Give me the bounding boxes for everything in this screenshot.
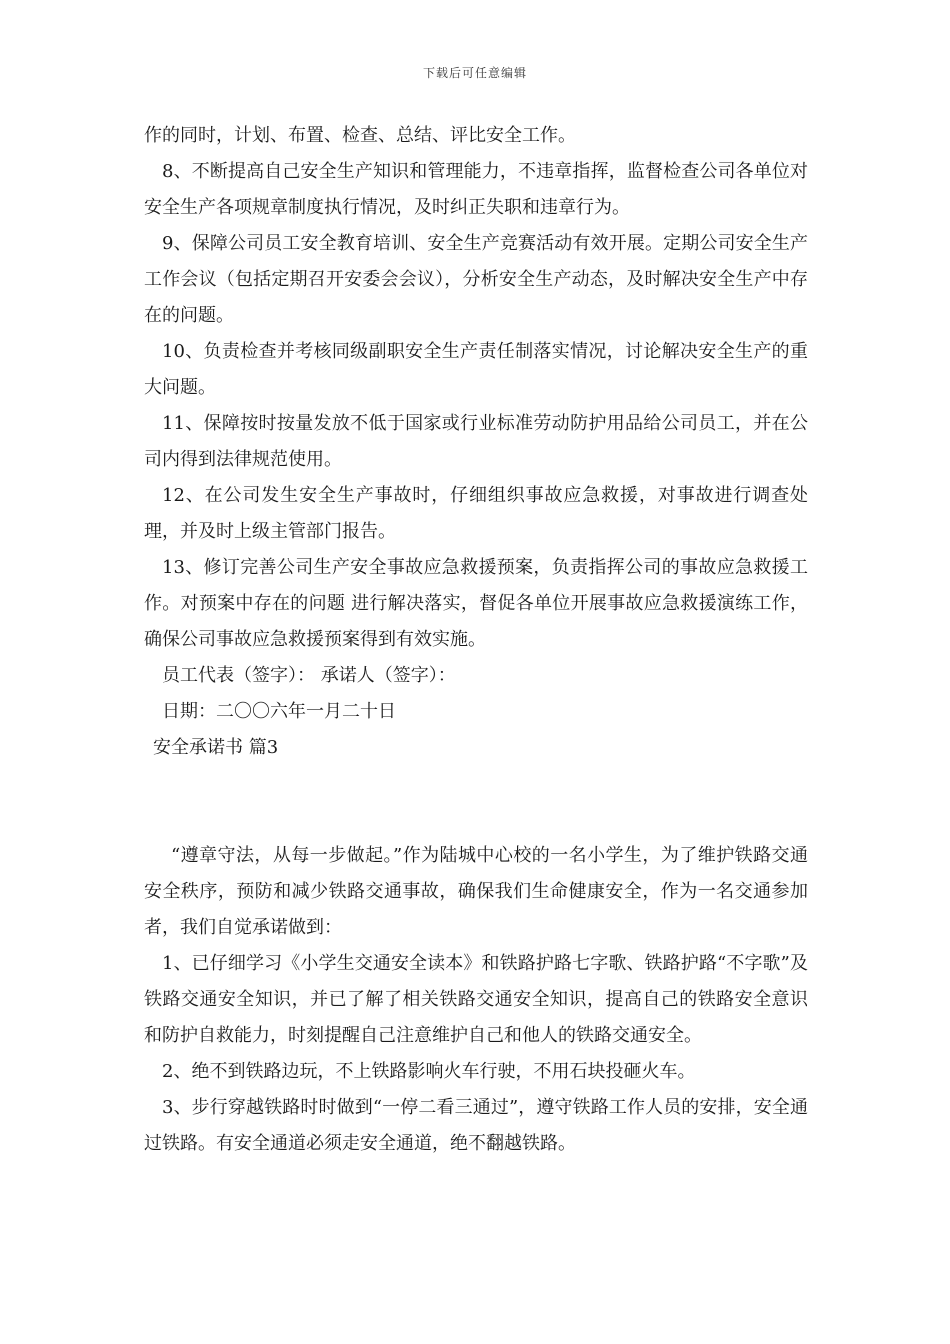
- section-spacer: [144, 766, 808, 838]
- date-line: 日期：二〇〇六年一月二十日: [162, 701, 396, 722]
- signature-line: 员工代表（签字）： 承诺人（签字）：: [162, 665, 456, 686]
- list-item: 8、不断提高自己安全生产知识和管理能力，不违章指挥，监督检查公司各单位对安全生产各项规章制度执行情况，及时纠正失职和违章行为。: [144, 161, 808, 218]
- list-item: 9、保障公司员工安全教育培训、安全生产竞赛活动有效开展。定期公司安全生产工作会议（包括定期召开安委会会议），分析安全生产动态，及时解决安全生产中存在的问题。: [144, 233, 808, 326]
- list-item: 12、在公司发生安全生产事故时，仔细组织事故应急救援，对事故进行调查处理，并及时上级主管部门报告。: [144, 485, 808, 542]
- list-item: 10、负责检查并考核同级副职安全生产责任制落实情况，讨论解决安全生产的重大问题。: [144, 341, 808, 398]
- intro-paragraph: “遵章守法，从每一步做起。”作为陆城中心校的一名小学生，为了维护铁路交通安全秩序，预防和减少铁路交通事故，确保我们生命健康安全，作为一名交通参加者，我们自觉承诺做到：: [144, 845, 808, 938]
- list-item: 3、步行穿越铁路时时做到“一停二看三通过”，遵守铁路工作人员的安排，安全通过铁路。有安全通道必须走安全通道，绝不翻越铁路。: [144, 1097, 808, 1154]
- list-item: 13、修订完善公司生产安全事故应急救援预案，负责指挥公司的事故应急救援工作。对预案中存在的问题 进行解决落实，督促各单位开展事故应急救援演练工作，确保公司事故应急救援预案得到有效实施。: [144, 557, 808, 650]
- section-heading: 安全承诺书 篇3: [153, 737, 279, 758]
- list-item: 11、保障按时按量发放不低于国家或行业标准劳动防护用品给公司员工，并在公司内得到法律规范使用。: [144, 413, 808, 470]
- document-body: [144, 118, 808, 1162]
- list-item: 1、已仔细学习《小学生交通安全读本》和铁路护路七字歌、铁路护路“不字歌”及铁路交通安全知识，并已了解了相关铁路交通安全知识，提高自己的铁路安全意识和防护自救能力，时刻提醒自己注意维护自己和他人的铁路交通安全。: [144, 953, 808, 1046]
- paragraph-continuation: 作的同时，计划、布置、检查、总结、评比安全工作。: [144, 125, 576, 146]
- list-item: 2、绝不到铁路边玩，不上铁路影响火车行驶，不用石块投砸火车。: [162, 1061, 696, 1082]
- header-note: 下载后可任意编辑: [422, 66, 527, 80]
